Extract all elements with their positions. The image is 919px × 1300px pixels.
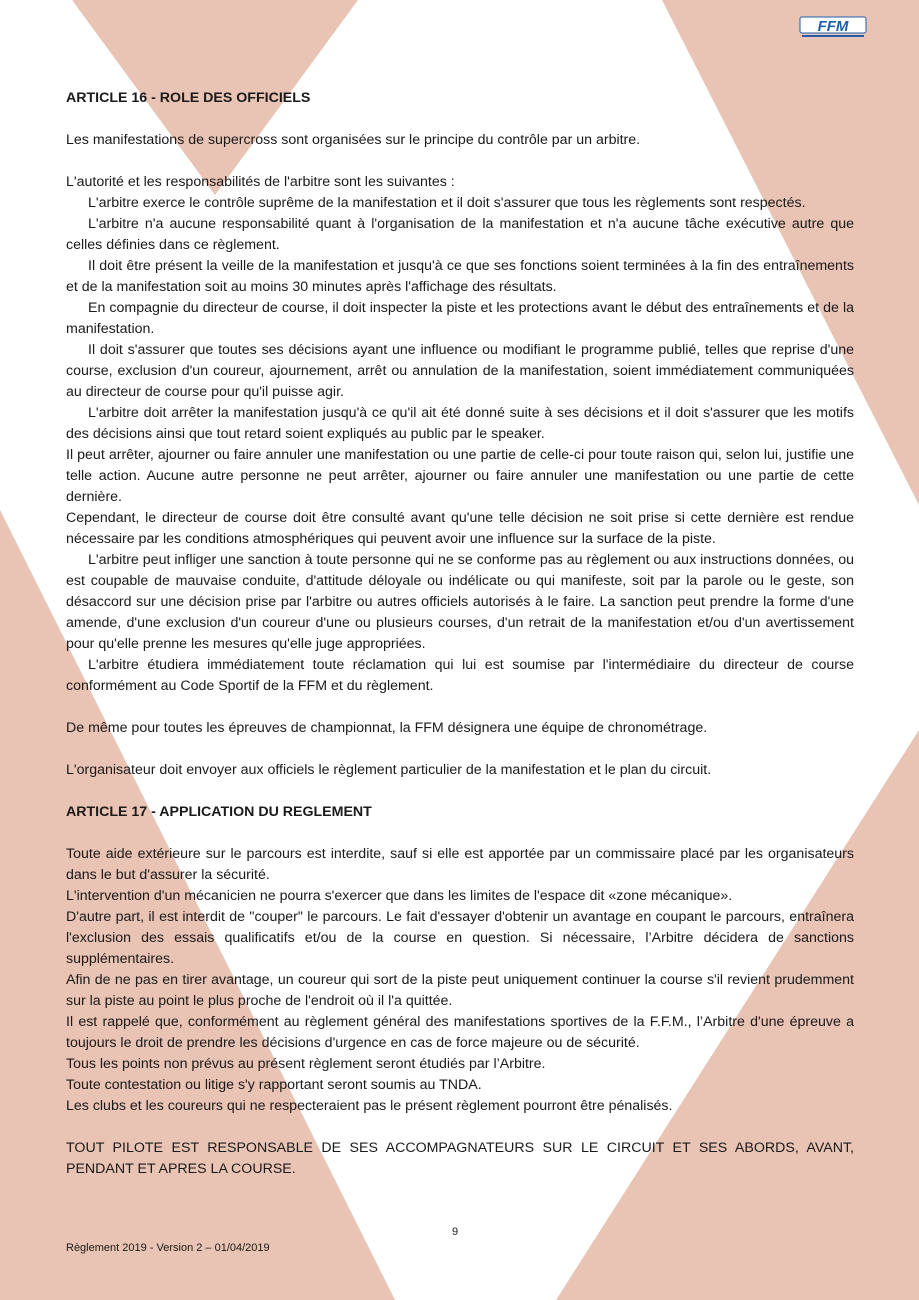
paragraph: Tous les points non prévus au présent règlement seront étudiés par l’Arbitre. <box>66 1056 546 1072</box>
paragraph: Toute contestation ou litige s'y rapportant seront soumis au TNDA. <box>66 1077 482 1093</box>
paragraph: Cependant, le directeur de course doit être consulté avant qu'une telle décision ne soit prise si cette dernière est rendue nécessaire par les conditions atmosphériques qui peuvent avoir une influence sur la surface de la piste. <box>66 510 854 547</box>
paragraph: Il doit être présent la veille de la manifestation et jusqu'à ce que ses fonctions soient terminées à la fin des entraînements et de la manifestation soit au moins 30 minutes après l'affichage des résultats. <box>66 258 854 295</box>
document-body <box>66 88 854 1180</box>
paragraph: L'arbitre doit arrêter la manifestation jusqu'à ce qu'il ait été donné suite à ses décisions et il doit s'assurer que les motifs des décisions ainsi que tout retard soient expliqués au public par le speaker. <box>66 405 854 442</box>
article16-title: ARTICLE 16 - ROLE DES OFFICIELS <box>66 90 311 106</box>
paragraph: Les manifestations de supercross sont organisées sur le principe du contrôle par un arbitre. <box>66 132 641 148</box>
paragraph: Il peut arrêter, ajourner ou faire annuler une manifestation ou une partie de celle-ci pour toute raison qui, selon lui, justifie une telle action. Aucune autre personne ne peut arrêter, ajourner ou faire annuler une manifestation ou une partie de cette dernière. <box>66 447 854 505</box>
footer-text: Règlement 2019 - Version 2 – 01/04/2019 <box>66 1242 270 1254</box>
paragraph: Toute aide extérieure sur le parcours est interdite, sauf si elle est apportée par un commissaire placé par les organisateurs dans le but d'assurer la sécurité. <box>66 846 854 883</box>
paragraph: L'autorité et les responsabilités de l'arbitre sont les suivantes : <box>66 174 455 190</box>
paragraph: Afin de ne pas en tirer avantage, un coureur qui sort de la piste peut uniquement continuer la course s'il revient prudemment sur la piste au point le plus proche de l'endroit où il l'a quittée. <box>66 972 854 1009</box>
logo-text: FFM <box>817 18 849 35</box>
paragraph: Il est rappelé que, conformément au règlement général des manifestations sportives de la F.F.M., l’Arbitre d'une épreuve a toujours le droit de prendre les décisions d'urgence en cas de force majeure ou de sécurité. <box>66 1014 854 1051</box>
paragraph: En compagnie du directeur de course, il doit inspecter la piste et les protections avant le début des entraînements et de la manifestation. <box>66 300 854 337</box>
paragraph: L'intervention d'un mécanicien ne pourra s'exercer que dans les limites de l'espace dit «zone mécanique». <box>66 888 733 904</box>
paragraph: De même pour toutes les épreuves de championnat, la FFM désignera une équipe de chronométrage. <box>66 720 708 736</box>
paragraph: L'arbitre peut infliger une sanction à toute personne qui ne se conforme pas au règlement ou aux instructions données, ou est coupable de mauvaise conduite, d'attitude déloyale ou indélicate ou qui manifeste, soit par la parole ou le geste, son désaccord sur une décision prise par l'arbitre ou autres officiels autorisés à le faire. La sanction peut prendre la forme d'une amende, d'une exclusion d'un coureur d'une ou plusieurs courses, d'un retrait de la manifestation et/ou d'un avertissement pour qu'elle prenne les mesures qu'elle juge appropriées. <box>66 552 854 652</box>
paragraph: L'organisateur doit envoyer aux officiels le règlement particulier de la manifestation et le plan du circuit. <box>66 762 712 778</box>
closing-notice: TOUT PILOTE EST RESPONSABLE DE SES ACCOMPAGNATEURS SUR LE CIRCUIT ET SES ABORDS, AVANT, PENDANT ET APRES LA COURSE. <box>66 1140 854 1177</box>
ffm-logo <box>798 14 868 40</box>
paragraph: L'arbitre exerce le contrôle suprême de la manifestation et il doit s'assurer que tous les règlements sont respectés. <box>88 195 806 211</box>
page-number: 9 <box>452 1226 459 1238</box>
paragraph: L'arbitre étudiera immédiatement toute réclamation qui lui est soumise par l'intermédiaire du directeur de course conformément au Code Sportif de la FFM et du règlement. <box>66 657 854 694</box>
paragraph: L'arbitre n'a aucune responsabilité quant à l'organisation de la manifestation et n'a aucune tâche exécutive autre que celles définies dans ce règlement. <box>66 216 854 253</box>
paragraph: Les clubs et les coureurs qui ne respecteraient pas le présent règlement pourront être pénalisés. <box>66 1098 673 1114</box>
paragraph: Il doit s'assurer que toutes ses décisions ayant une influence ou modifiant le programme publié, telles que reprise d'une course, exclusion d'un coureur, ajournement, arrêt ou annulation de la manifestation, soient immédiatement communiquées au directeur de course pour qu'il puisse agir. <box>66 342 854 400</box>
article17-title: ARTICLE 17 - APPLICATION DU REGLEMENT <box>66 804 372 820</box>
paragraph: D'autre part, il est interdit de "couper" le parcours. Le fait d'essayer d'obtenir un avantage en coupant le parcours, entraînera l'exclusion des essais qualificatifs et/ou de la course en question. Si nécessaire, l’Arbitre décidera de sanctions supplémentaires. <box>66 909 854 967</box>
